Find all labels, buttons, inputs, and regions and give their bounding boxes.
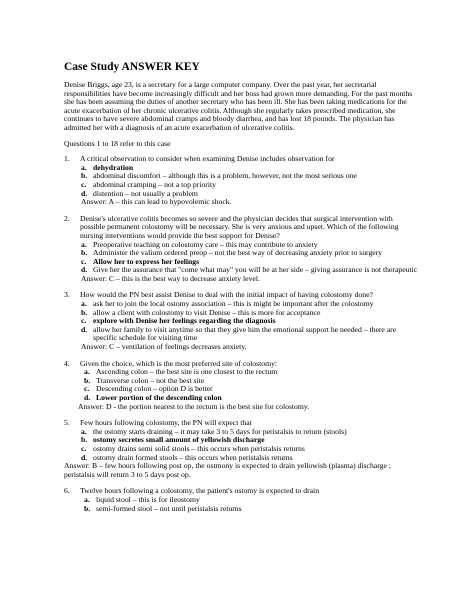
option-letter: b. [81, 171, 88, 181]
option-text: abdominal discomfort – although this is a problem, however, not the most serious one [93, 171, 357, 181]
option-letter: d. [81, 452, 88, 462]
option-letter: b. [81, 248, 88, 258]
question-2 [64, 215, 418, 284]
option-letter: c. [84, 384, 90, 394]
option-text: ostomy secretes small amount of yellowish discharge [93, 435, 265, 445]
option-text: dehydration [93, 162, 134, 172]
option-letter: c. [81, 443, 87, 453]
option-letter: a. [84, 494, 90, 504]
option-text: allow her family to visit anytime so that they give him the emotional support he needed – there are specific schedule for visiting time [93, 324, 397, 343]
question-stem: Twelve hours following a colostomy, the patient's ostomy is expected to drain [80, 486, 320, 496]
question-number: 2. [64, 213, 70, 223]
question-number: 3. [64, 290, 70, 300]
question-6 [64, 487, 418, 513]
option-text: Lower portion of the descending colon [96, 393, 222, 402]
questions-reference-note: Questions 1 to 18 refer to this case [64, 138, 171, 148]
case-intro-paragraph: Denise Briggs, age 23, is a secretary for a large computer company. Over the past year, her secretarial responsibilities have become increasingly difficult and her boss had grown more demanding. For the past months she has been assuming the duties of another secretary who has been ill. She has been taking medications for the acute exacerbation of her chronic ulcerative colitis. Although she regularly takes prescribed medication, she continues to have severe abdominal cramps and bloody diarrhea, and has lost 18 pounds. The physician has admitted her with a diagnosis of an acute exacerbation of ulcerative colitis. [64, 80, 413, 132]
option-text: Descending colon – option D is better [96, 384, 213, 394]
option-text: the ostomy starts draining – it may take 3 to 5 days for peristalsis to return (stools) [93, 426, 347, 436]
option-letter: a. [81, 426, 87, 436]
option-letter: b. [84, 503, 91, 513]
option-letter: c. [81, 316, 87, 326]
option-letter: b. [81, 307, 88, 317]
option [84, 505, 418, 514]
option-letter: a. [84, 367, 90, 377]
option-letter: d. [81, 188, 88, 198]
answer-line: Answer: D - the portion nearest to the rectum is the best site for colostomy. [78, 401, 310, 411]
question-stem: How would the PN best assist Denise to deal with the initial impact of having colostomy done? [80, 290, 373, 300]
option-text: Transverse colon – not the best site [96, 375, 205, 385]
option-list [81, 241, 418, 275]
option-list [84, 368, 418, 402]
option-text: ostomy drains semi solid stools – this occurs when peristalsis returns [93, 443, 305, 453]
question-stem: A critical observation to consider when examining Denise includes observation for [80, 154, 335, 164]
option-list [81, 428, 418, 462]
option-text: semi-formed stool – not until peristalsis returns [96, 503, 242, 513]
option-text: Ascending colon – the best site is one closest to the rectum [96, 367, 278, 377]
option-list [84, 496, 418, 513]
answer-line: Answer: C – this is the best way to decrease anxiety level. [81, 273, 260, 283]
option-letter: a. [81, 239, 87, 249]
option-letter: a. [81, 162, 87, 172]
question-number: 1. [64, 154, 70, 164]
question-stem: Denise's ulcerative colitis becomes so severe and the physician decides that surgical intervention with possible permanent colostomy will be necessary. She is very anxious and upset. Which of the following nursing interventions would provide the best support for Denise? [80, 213, 399, 240]
question-number: 6. [64, 486, 70, 496]
option-letter: c. [81, 179, 87, 189]
option-text: Administer the valium ordered preop – not the best way of decreasing anxiety prior to surgery [93, 248, 383, 258]
option-letter: c. [81, 256, 87, 266]
question-1 [64, 155, 418, 207]
question-number: 5. [64, 418, 70, 428]
question-number: 4. [64, 358, 70, 368]
question-3 [64, 291, 418, 351]
option-letter: b. [81, 435, 88, 445]
question-stem: Given the choice, which is the most preferred site of colostomy: [80, 358, 278, 368]
question-5 [64, 419, 418, 479]
option-text: allow a client with colostomy to visit Denise – this is more for acceptance [93, 307, 321, 317]
option-text: Give her the assurance that "come what may" you will be at her side – giving assurance is not therapeutic [93, 265, 418, 275]
option-text: abdominal cramping – not a top priority [93, 179, 216, 189]
option-letter: d. [81, 265, 88, 275]
option-letter: b. [84, 375, 91, 385]
document-title: Case Study ANSWER KEY [64, 61, 200, 73]
option-text: ostomy drain formed stools – this occurs when peristalsis returns [93, 452, 293, 462]
answer-line: Answer: A – this can lead to hypovolemic shock. [81, 197, 232, 207]
option-list [81, 164, 418, 198]
option-text: explore with Denise her feelings regarding the diagnosis [93, 316, 276, 326]
option-letter: d. [81, 324, 88, 334]
question-stem: Few hours following colostomy, the PN will expect that [80, 418, 252, 428]
answer-line: Answer: C – ventilation of feelings decreases anxiety. [81, 342, 247, 352]
answer-line: Answer: B – few hours following post op, the ostmony is expected to drain yellowish (plasma) discharge ; peristalsis will return 3 to 5 days post op. [64, 461, 391, 479]
question-4 [64, 360, 418, 412]
option-letter: d. [84, 393, 91, 402]
option [81, 326, 418, 343]
option-text: distention – not usually a problem [93, 188, 198, 198]
option-text: Preoperative teaching on colostomy care – this may contribute to anxiety [93, 239, 318, 249]
option-letter: a. [81, 299, 87, 309]
option-text: Allow her to express her feelings [93, 256, 200, 266]
option-text: ask her to join the local ostomy association – this is might be important after the colostomy [93, 299, 374, 309]
option-list [81, 300, 418, 343]
option-text: liquid stool – this is for ileostomy [96, 494, 200, 504]
